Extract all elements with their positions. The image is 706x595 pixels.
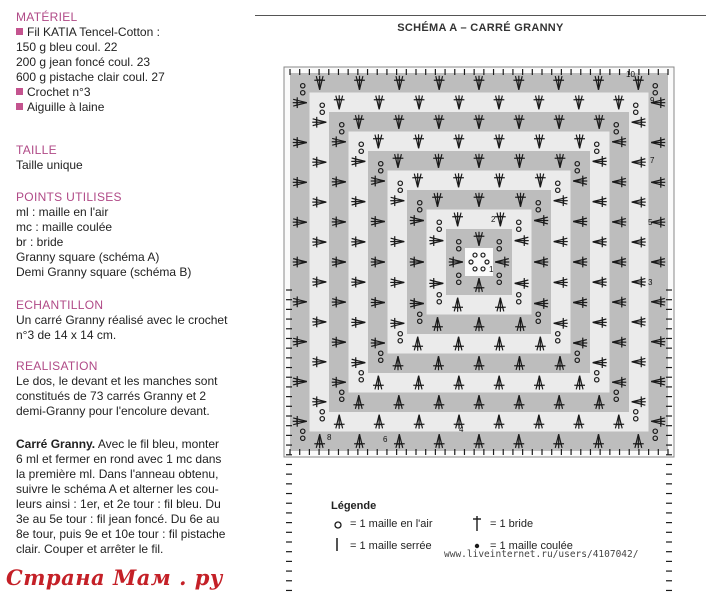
materiel-item: 150 g bleu coul. 22 (16, 40, 118, 54)
legend-title: Légende (331, 500, 377, 512)
carre-line: suivre le schéma A et alterner les cou- (16, 482, 219, 496)
materiel-item: Crochet n°3 (16, 85, 246, 100)
carre-line: leurs ainsi : 1er, et 2e tour : fil bleu. Du (16, 497, 221, 511)
round-label: 2 (491, 215, 496, 224)
round-label: 4 (459, 425, 464, 434)
points-line: Granny square (schéma A) (16, 250, 160, 264)
realisation-line: demi-Granny pour l'encolure devant. (16, 404, 210, 418)
echantillon-title: ECHANTILLON (16, 298, 104, 312)
echantillon-line: n°3 de 14 x 14 cm. (16, 328, 117, 342)
round-label: 5 (648, 218, 653, 227)
round-label: 10 (626, 70, 635, 79)
carre-line: la première ml. Dans l'anneau obtenu, (16, 467, 219, 481)
points-title: POINTS UTILISES (16, 190, 122, 204)
materiel-item: Fil KATIA Tencel-Cotton : (16, 25, 246, 40)
taille-title: TAILLE (16, 143, 57, 157)
legend-ms: = 1 maille serrée (350, 540, 432, 552)
slip-stitch-icon (475, 544, 479, 548)
realisation-line: Le dos, le devant et les manches sont (16, 374, 218, 388)
legend-br: = 1 bride (490, 518, 534, 530)
carre-line: 3e au 5e tour : fil jean foncé. Du 6e au (16, 512, 220, 526)
round-label: 8 (327, 433, 332, 442)
echantillon-line: Un carré Granny réalisé avec le crochet (16, 313, 228, 327)
legend-ml: = 1 maille en l'air (350, 518, 433, 530)
materiel-item: 600 g pistache clair coul. 27 (16, 70, 165, 84)
round-label: 7 (650, 156, 655, 165)
round-label: 3 (648, 278, 653, 287)
materiel-item: 200 g jean foncé coul. 23 (16, 55, 151, 69)
taille-text: Taille unique (16, 158, 83, 172)
realisation-line: constitués de 73 carrés Granny et 2 (16, 389, 207, 403)
legend-mc: = 1 maille coulée (490, 540, 573, 552)
round-label: 6 (383, 435, 388, 444)
carre-line: Carré Granny. Avec le fil bleu, monter (16, 437, 219, 451)
schema-title: SCHÉMA A – CARRÉ GRANNY (397, 22, 564, 34)
materiel-title: MATÉRIEL (16, 10, 78, 24)
carre-line: 6 ml et fermer en rond avec 1 mc dans (16, 452, 222, 466)
carre-line: 8e tour, puis 9e et 10e tour : fil pistache (16, 527, 226, 541)
carre-line: clair. Couper et arrêter le fil. (16, 542, 164, 556)
source-url: www.liveinternet.ru/users/4107042/ (444, 549, 639, 560)
chain-stitch-icon (335, 522, 341, 528)
realisation-title: REALISATION (16, 359, 98, 373)
points-line: Demi Granny square (schéma B) (16, 265, 192, 279)
watermark-logo: Страна Мам . ру (6, 565, 223, 590)
points-line: ml : maille en l'air (16, 205, 109, 219)
materiel-item: Aiguille à laine (16, 100, 246, 115)
round-label: 9 (650, 96, 655, 105)
points-line: mc : maille coulée (16, 220, 113, 234)
points-line: br : bride (16, 235, 64, 249)
round-label: 1 (489, 265, 494, 274)
